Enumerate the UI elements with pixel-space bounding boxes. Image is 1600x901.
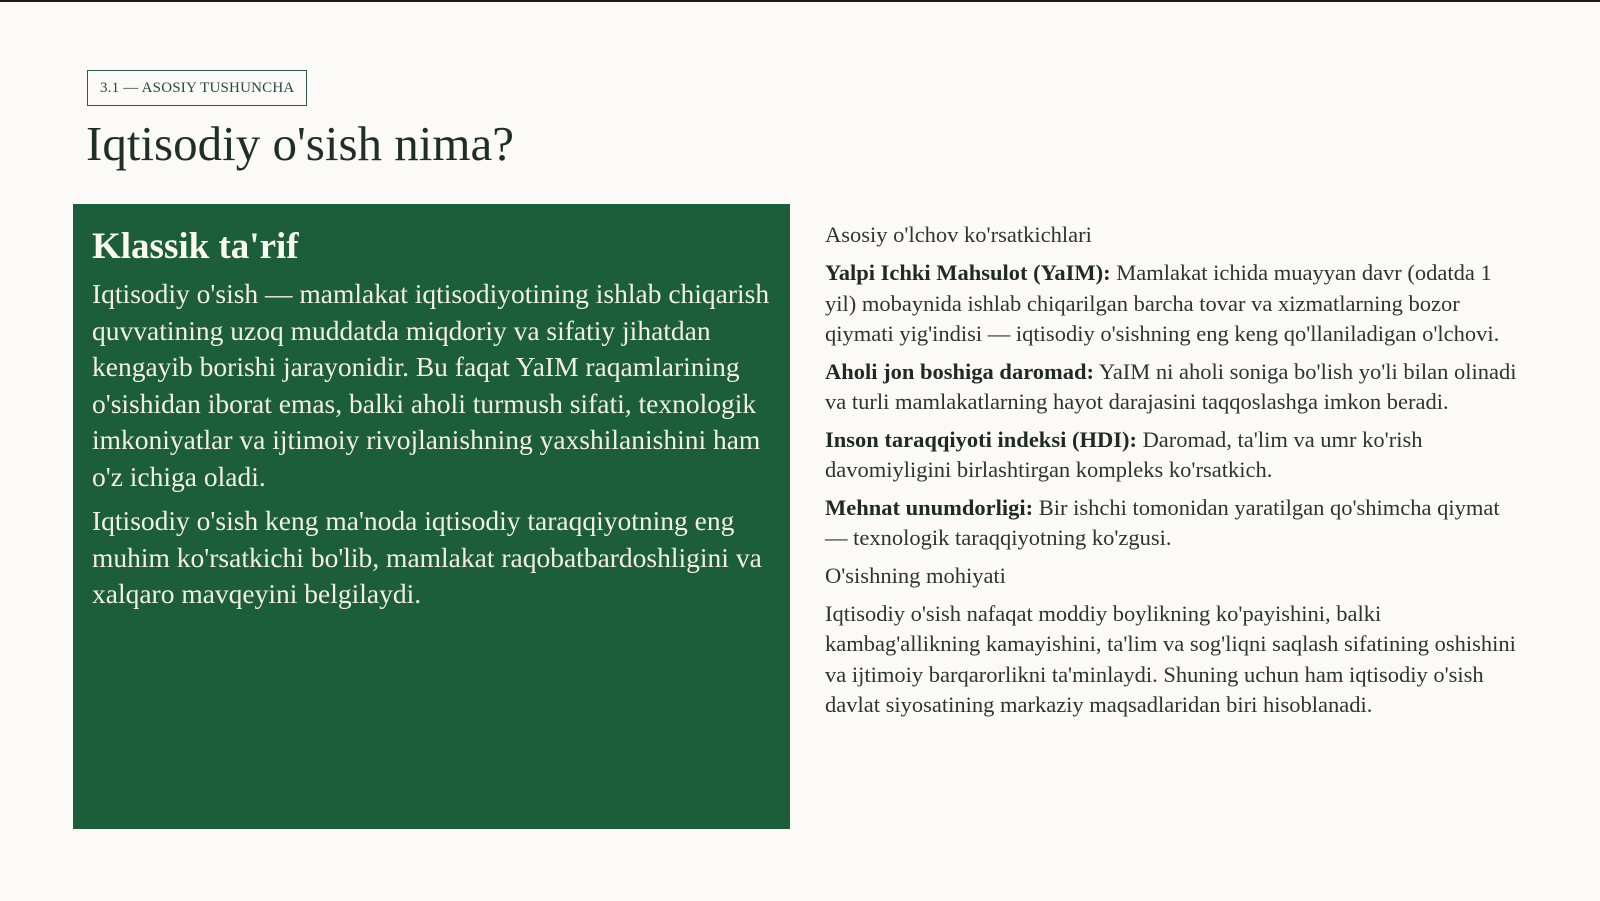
- indicator-term: Mehnat unumdorligi:: [825, 494, 1034, 520]
- indicator-item: [825, 258, 1525, 350]
- top-border-line: [0, 0, 1600, 2]
- indicator-item: [825, 493, 1525, 554]
- indicator-text: Mamlakat ichida muayyan davr (odatda 1 yil) mobaynida ishlab chiqarilgan barcha tovar va xizmatlarning bozor qiymati yig'indisi — iqtisodiy o'sishning eng keng qo'llaniladigan o'lchovi.: [825, 260, 1500, 346]
- indicator-term: Inson taraqqiyoti indeksi (HDI):: [825, 426, 1137, 452]
- indicator-text: YaIM ni aholi soniga bo'lish yo'li bilan olinadi va turli mamlakatlarning hayot darajasini taqqoslashga imkon beradi.: [825, 358, 1517, 414]
- indicator-text: Bir ishchi tomonidan yaratilgan qo'shimcha qiymat — texnologik taraqqiyotning ko'zgusi.: [825, 494, 1500, 550]
- indicators-heading: Asosiy o'lchov ko'rsatkichlari: [825, 222, 1092, 247]
- indicators-column: [825, 220, 1525, 721]
- section-tag: 3.1 — ASOSIY TUSHUNCHA: [87, 70, 307, 106]
- indicator-text: Daromad, ta'lim va umr ko'rish davomiyligini birlashtirgan kompleks ko'rsatkich.: [825, 426, 1423, 482]
- essence-heading: O'sishning mohiyati: [825, 562, 1006, 588]
- definition-card: [73, 204, 790, 829]
- card-heading: Klassik ta'rif: [92, 226, 299, 267]
- card-paragraph: Iqtisodiy o'sish keng ma'noda iqtisodiy taraqqiyotning eng muhim ko'rsatkichi bo'lib, mamlakat raqobatbardoshligini va xalqaro mavqeyini belgilaydi.: [92, 505, 762, 609]
- indicator-item: [825, 357, 1525, 418]
- page-title: Iqtisodiy o'sish nima?: [86, 116, 515, 171]
- card-paragraph: Iqtisodiy o'sish — mamlakat iqtisodiyotining ishlab chiqarish quvvatining uzoq muddatda miqdoriy va sifatiy jihatdan kengayib borishi jarayonidir. Bu faqat YaIM raqamlarining o'sishidan iborat emas, balki aholi turmush sifati, texnologik imkoniyatlar va ijtimoiy rivojlanishning yaxshilanishini ham o'z ichiga oladi.: [92, 278, 770, 492]
- indicator-item: [825, 425, 1525, 486]
- indicator-term: Aholi jon boshiga daromad:: [825, 358, 1095, 384]
- essence-text: Iqtisodiy o'sish nafaqat moddiy boylikning ko'payishini, balki kambag'allikning kamayishini, ta'lim va sog'liqni saqlash sifatining oshishini va ijtimoiy barqarorlikni ta'minlaydi. Shuning uchun ham iqtisodiy o'sish davlat siyosatining markaziy maqsadlaridan biri hisoblanadi.: [825, 600, 1516, 717]
- indicator-term: Yalpi Ichki Mahsulot (YaIM):: [825, 260, 1111, 285]
